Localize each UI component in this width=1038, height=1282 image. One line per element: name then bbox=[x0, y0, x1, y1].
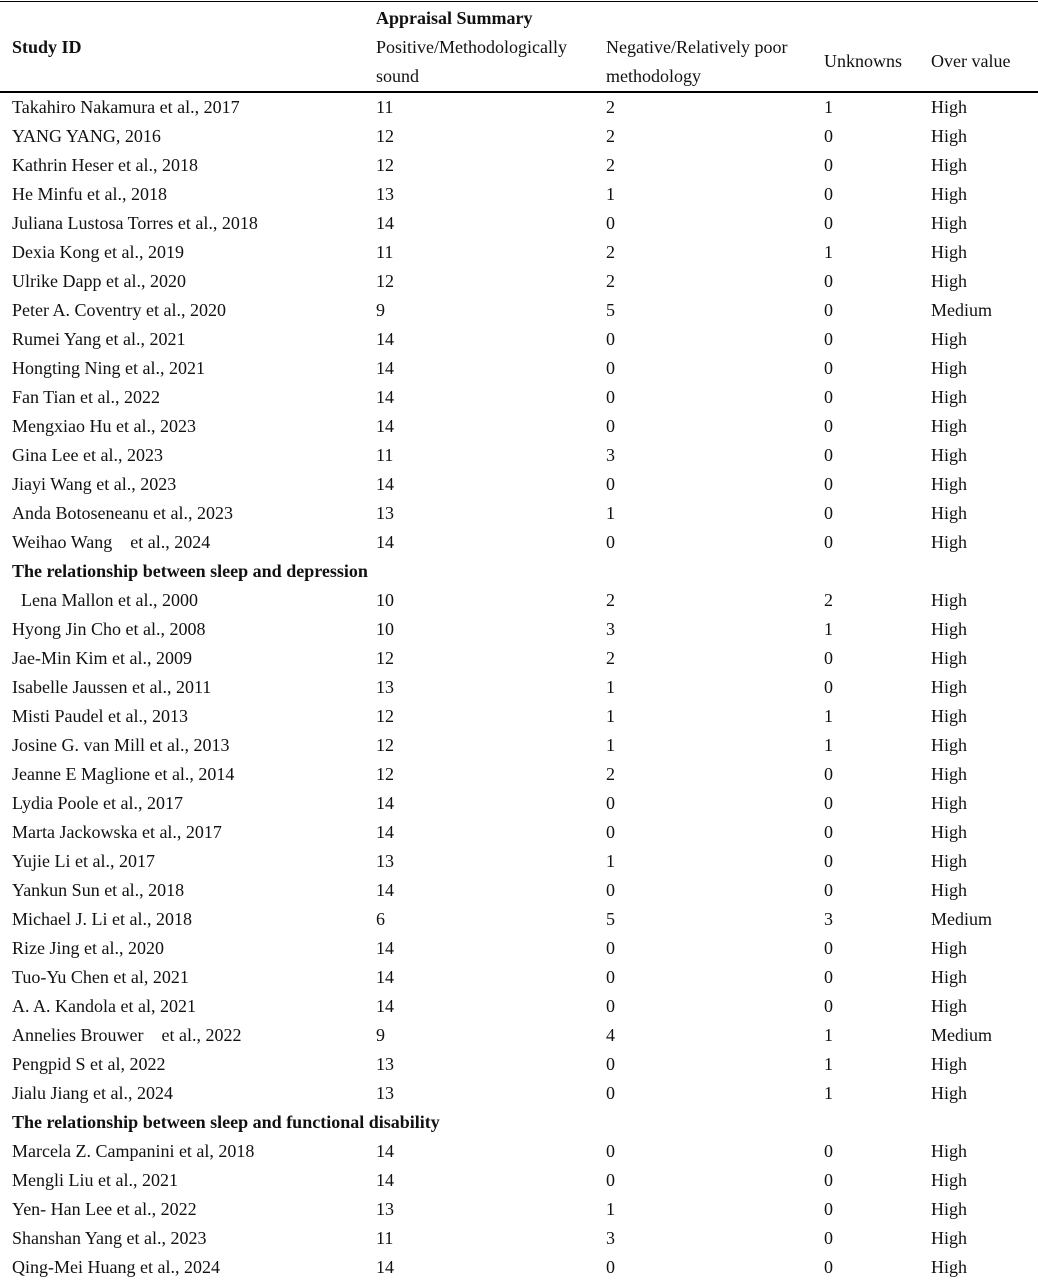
positive-cell: 14 bbox=[376, 416, 394, 436]
table-row bbox=[0, 1079, 1038, 1108]
unknowns-cell: 0 bbox=[824, 1141, 833, 1161]
negative-cell: 1 bbox=[606, 503, 615, 523]
positive-cell: 14 bbox=[376, 474, 394, 494]
study-id-cell: Lydia Poole et al., 2017 bbox=[12, 793, 183, 813]
table-row bbox=[0, 818, 1038, 847]
over-value-cell: High bbox=[931, 1054, 967, 1074]
positive-cell: 14 bbox=[376, 938, 394, 958]
unknowns-cell: 0 bbox=[824, 445, 833, 465]
table-row bbox=[0, 122, 1038, 151]
over-value-cell: High bbox=[931, 474, 967, 494]
negative-cell: 0 bbox=[606, 967, 615, 987]
negative-cell: 0 bbox=[606, 1141, 615, 1161]
over-value-cell: High bbox=[931, 764, 967, 784]
positive-cell: 14 bbox=[376, 329, 394, 349]
study-id-cell: YANG YANG, 2016 bbox=[12, 126, 161, 146]
over-value-cell: Medium bbox=[931, 909, 992, 929]
unknowns-cell: 1 bbox=[824, 735, 833, 755]
positive-cell: 13 bbox=[376, 677, 394, 697]
over-value-cell: High bbox=[931, 938, 967, 958]
negative-cell: 0 bbox=[606, 793, 615, 813]
negative-cell: 3 bbox=[606, 619, 615, 639]
study-id-cell: Mengxiao Hu et al., 2023 bbox=[12, 416, 196, 436]
over-value-cell: High bbox=[931, 532, 967, 552]
unknowns-cell: 3 bbox=[824, 909, 833, 929]
positive-cell: 13 bbox=[376, 1083, 394, 1103]
study-id-cell: Marta Jackowska et al., 2017 bbox=[12, 822, 222, 842]
unknowns-cell: 0 bbox=[824, 126, 833, 146]
positive-cell: 13 bbox=[376, 1054, 394, 1074]
unknowns-cell: 0 bbox=[824, 358, 833, 378]
negative-cell: 0 bbox=[606, 329, 615, 349]
negative-cell: 0 bbox=[606, 532, 615, 552]
over-value-cell: High bbox=[931, 880, 967, 900]
study-id-cell: Hyong Jin Cho et al., 2008 bbox=[12, 619, 206, 639]
over-value-cell: High bbox=[931, 126, 967, 146]
over-value-cell: High bbox=[931, 793, 967, 813]
positive-cell: 14 bbox=[376, 967, 394, 987]
negative-cell: 0 bbox=[606, 358, 615, 378]
study-id-cell: Dexia Kong et al., 2019 bbox=[12, 242, 184, 262]
over-value-cell: Medium bbox=[931, 300, 992, 320]
study-id-cell: Weihao Wang et al., 2024 bbox=[12, 532, 211, 552]
positive-cell: 9 bbox=[376, 1025, 385, 1045]
negative-cell: 5 bbox=[606, 909, 615, 929]
negative-header-line2: methodology bbox=[606, 66, 701, 86]
over-value-cell: High bbox=[931, 242, 967, 262]
study-id-cell: Tuo-Yu Chen et al, 2021 bbox=[12, 967, 189, 987]
table-row bbox=[0, 673, 1038, 702]
negative-cell: 3 bbox=[606, 445, 615, 465]
table-row bbox=[0, 789, 1038, 818]
negative-cell: 1 bbox=[606, 851, 615, 871]
positive-cell: 11 bbox=[376, 97, 394, 117]
positive-cell: 14 bbox=[376, 822, 394, 842]
negative-cell: 0 bbox=[606, 213, 615, 233]
negative-cell: 0 bbox=[606, 1054, 615, 1074]
positive-header-line1: Positive/Methodologically bbox=[376, 37, 567, 57]
section-title: The relationship between sleep and depression bbox=[12, 561, 368, 581]
positive-cell: 14 bbox=[376, 793, 394, 813]
positive-cell: 10 bbox=[376, 590, 394, 610]
negative-cell: 2 bbox=[606, 271, 615, 291]
positive-cell: 14 bbox=[376, 387, 394, 407]
unknowns-cell: 0 bbox=[824, 387, 833, 407]
table-row bbox=[0, 296, 1038, 325]
unknowns-cell: 1 bbox=[824, 706, 833, 726]
study-id-cell: Misti Paudel et al., 2013 bbox=[12, 706, 188, 726]
unknowns-cell: 0 bbox=[824, 155, 833, 175]
unknowns-cell: 0 bbox=[824, 474, 833, 494]
study-id-cell: Josine G. van Mill et al., 2013 bbox=[12, 735, 230, 755]
positive-cell: 14 bbox=[376, 996, 394, 1016]
positive-cell: 14 bbox=[376, 1257, 394, 1277]
unknowns-cell: 1 bbox=[824, 97, 833, 117]
study-id-cell: Qing-Mei Huang et al., 2024 bbox=[12, 1257, 220, 1277]
study-id-cell: Anda Botoseneanu et al., 2023 bbox=[12, 503, 233, 523]
negative-cell: 0 bbox=[606, 474, 615, 494]
over-value-cell: High bbox=[931, 967, 967, 987]
study-id-cell: Hongting Ning et al., 2021 bbox=[12, 358, 205, 378]
positive-cell: 14 bbox=[376, 358, 394, 378]
study-id-cell: Fan Tian et al., 2022 bbox=[12, 387, 161, 407]
negative-cell: 0 bbox=[606, 1257, 615, 1277]
table-row bbox=[0, 325, 1038, 354]
study-id-cell: A. A. Kandola et al, 2021 bbox=[12, 996, 196, 1016]
unknowns-cell: 0 bbox=[824, 967, 833, 987]
over-value-cell: High bbox=[931, 706, 967, 726]
over-value-cell: High bbox=[931, 358, 967, 378]
unknowns-cell: 0 bbox=[824, 329, 833, 349]
over-value-cell: High bbox=[931, 271, 967, 291]
table-row bbox=[0, 499, 1038, 528]
study-id-cell: Yankun Sun et al., 2018 bbox=[12, 880, 185, 900]
negative-cell: 2 bbox=[606, 590, 615, 610]
over-value-cell: High bbox=[931, 503, 967, 523]
positive-cell: 12 bbox=[376, 648, 394, 668]
study-id-cell: He Minfu et al., 2018 bbox=[12, 184, 167, 204]
table-row bbox=[0, 528, 1038, 557]
over-value-cell: High bbox=[931, 184, 967, 204]
positive-cell: 14 bbox=[376, 1141, 394, 1161]
negative-cell: 3 bbox=[606, 1228, 615, 1248]
positive-header-line2: sound bbox=[376, 66, 420, 86]
table-row bbox=[0, 615, 1038, 644]
table-row bbox=[0, 1224, 1038, 1253]
positive-cell: 14 bbox=[376, 532, 394, 552]
study-id-cell: Lena Mallon et al., 2000 bbox=[12, 590, 198, 610]
unknowns-cell: 1 bbox=[824, 1083, 833, 1103]
negative-cell: 1 bbox=[606, 735, 615, 755]
over-value-cell: High bbox=[931, 1141, 967, 1161]
table-row bbox=[0, 847, 1038, 876]
study-id-cell: Mengli Liu et al., 2021 bbox=[12, 1170, 178, 1190]
table-row bbox=[0, 586, 1038, 615]
positive-cell: 10 bbox=[376, 619, 394, 639]
study-id-cell: Jialu Jiang et al., 2024 bbox=[12, 1083, 173, 1103]
table-row bbox=[0, 1050, 1038, 1079]
table-row bbox=[0, 267, 1038, 296]
over-value-cell: High bbox=[931, 1228, 967, 1248]
negative-cell: 5 bbox=[606, 300, 615, 320]
table-row bbox=[0, 1253, 1038, 1282]
negative-cell: 1 bbox=[606, 706, 615, 726]
positive-cell: 13 bbox=[376, 184, 394, 204]
over-value-cell: High bbox=[931, 851, 967, 871]
over-value-cell: High bbox=[931, 1083, 967, 1103]
study-id-cell: Rize Jing et al., 2020 bbox=[12, 938, 164, 958]
table-row bbox=[0, 1021, 1038, 1050]
negative-cell: 2 bbox=[606, 97, 615, 117]
over-value-cell: High bbox=[931, 213, 967, 233]
over-value-cell: High bbox=[931, 619, 967, 639]
study-id-cell: Jiayi Wang et al., 2023 bbox=[12, 474, 177, 494]
over-value-cell: High bbox=[931, 735, 967, 755]
negative-cell: 0 bbox=[606, 416, 615, 436]
unknowns-cell: 0 bbox=[824, 822, 833, 842]
over-value-cell: High bbox=[931, 329, 967, 349]
negative-cell: 2 bbox=[606, 648, 615, 668]
unknowns-cell: 0 bbox=[824, 996, 833, 1016]
study-id-cell: Jae-Min Kim et al., 2009 bbox=[12, 648, 192, 668]
study-id-cell: Takahiro Nakamura et al., 2017 bbox=[12, 97, 240, 117]
table-row bbox=[0, 441, 1038, 470]
unknowns-cell: 0 bbox=[824, 764, 833, 784]
over-value-cell: High bbox=[931, 1257, 967, 1277]
over-value-cell: High bbox=[931, 387, 967, 407]
unknowns-cell: 0 bbox=[824, 851, 833, 871]
negative-cell: 1 bbox=[606, 184, 615, 204]
table-row bbox=[0, 93, 1038, 122]
study-id-cell: Rumei Yang et al., 2021 bbox=[12, 329, 186, 349]
positive-cell: 12 bbox=[376, 735, 394, 755]
table-row bbox=[0, 1195, 1038, 1224]
negative-cell: 4 bbox=[606, 1025, 615, 1045]
over-value-cell: High bbox=[931, 996, 967, 1016]
over-value-cell: High bbox=[931, 677, 967, 697]
study-id-cell: Kathrin Heser et al., 2018 bbox=[12, 155, 198, 175]
unknowns-cell: 1 bbox=[824, 242, 833, 262]
study-id-cell: Juliana Lustosa Torres et al., 2018 bbox=[12, 213, 258, 233]
table-row bbox=[0, 180, 1038, 209]
positive-cell: 14 bbox=[376, 1170, 394, 1190]
unknowns-cell: 0 bbox=[824, 1170, 833, 1190]
positive-cell: 6 bbox=[376, 909, 385, 929]
over-value-cell: High bbox=[931, 1170, 967, 1190]
table-row bbox=[0, 876, 1038, 905]
positive-cell: 13 bbox=[376, 1199, 394, 1219]
over-value-cell: High bbox=[931, 590, 967, 610]
over-value-cell: High bbox=[931, 648, 967, 668]
table-row bbox=[0, 905, 1038, 934]
negative-cell: 2 bbox=[606, 242, 615, 262]
table-row bbox=[0, 731, 1038, 760]
study-id-cell: Shanshan Yang et al., 2023 bbox=[12, 1228, 207, 1248]
table-row bbox=[0, 238, 1038, 267]
table-row bbox=[0, 702, 1038, 731]
appraisal-summary-heading: Appraisal Summary bbox=[376, 8, 533, 28]
positive-cell: 12 bbox=[376, 155, 394, 175]
negative-cell: 0 bbox=[606, 938, 615, 958]
negative-cell: 2 bbox=[606, 126, 615, 146]
unknowns-cell: 1 bbox=[824, 619, 833, 639]
positive-cell: 11 bbox=[376, 242, 394, 262]
unknowns-cell: 0 bbox=[824, 793, 833, 813]
over-value-cell: High bbox=[931, 155, 967, 175]
negative-cell: 2 bbox=[606, 764, 615, 784]
unknowns-cell: 0 bbox=[824, 677, 833, 697]
positive-cell: 14 bbox=[376, 213, 394, 233]
over-value-cell: High bbox=[931, 97, 967, 117]
table-row bbox=[0, 151, 1038, 180]
study-id-cell: Ulrike Dapp et al., 2020 bbox=[12, 271, 186, 291]
unknowns-cell: 0 bbox=[824, 1257, 833, 1277]
study-id-cell: Peter A. Coventry et al., 2020 bbox=[12, 300, 226, 320]
study-id-cell: Yujie Li et al., 2017 bbox=[12, 851, 155, 871]
study-id-cell: Michael J. Li et al., 2018 bbox=[12, 909, 192, 929]
study-id-cell: Yen- Han Lee et al., 2022 bbox=[12, 1199, 197, 1219]
over-value-header: Over value bbox=[931, 51, 1011, 71]
unknowns-cell: 0 bbox=[824, 1199, 833, 1219]
unknowns-cell: 0 bbox=[824, 532, 833, 552]
table-row bbox=[0, 644, 1038, 673]
negative-cell: 0 bbox=[606, 996, 615, 1016]
unknowns-cell: 0 bbox=[824, 648, 833, 668]
negative-cell: 0 bbox=[606, 822, 615, 842]
negative-cell: 1 bbox=[606, 677, 615, 697]
table-row bbox=[0, 470, 1038, 499]
negative-cell: 2 bbox=[606, 155, 615, 175]
unknowns-cell: 0 bbox=[824, 184, 833, 204]
over-value-cell: Medium bbox=[931, 1025, 992, 1045]
table-row bbox=[0, 992, 1038, 1021]
over-value-cell: High bbox=[931, 1199, 967, 1219]
unknowns-cell: 0 bbox=[824, 1228, 833, 1248]
over-value-cell: High bbox=[931, 822, 967, 842]
study-id-cell: Marcela Z. Campanini et al, 2018 bbox=[12, 1141, 255, 1161]
table-row bbox=[0, 383, 1038, 412]
positive-cell: 11 bbox=[376, 445, 394, 465]
table-row bbox=[0, 1137, 1038, 1166]
negative-header-line1: Negative/Relatively poor bbox=[606, 37, 788, 57]
negative-cell: 1 bbox=[606, 1199, 615, 1219]
unknowns-cell: 0 bbox=[824, 416, 833, 436]
study-id-cell: Pengpid S et al, 2022 bbox=[12, 1054, 166, 1074]
unknowns-cell: 1 bbox=[824, 1054, 833, 1074]
unknowns-cell: 0 bbox=[824, 300, 833, 320]
negative-cell: 0 bbox=[606, 387, 615, 407]
unknowns-cell: 1 bbox=[824, 1025, 833, 1045]
unknowns-cell: 0 bbox=[824, 271, 833, 291]
positive-cell: 13 bbox=[376, 503, 394, 523]
positive-cell: 12 bbox=[376, 271, 394, 291]
table-row bbox=[0, 209, 1038, 238]
negative-cell: 0 bbox=[606, 880, 615, 900]
table-row bbox=[0, 1166, 1038, 1195]
table-row bbox=[0, 412, 1038, 441]
over-value-cell: High bbox=[931, 445, 967, 465]
positive-cell: 13 bbox=[376, 851, 394, 871]
table-body bbox=[0, 93, 1038, 1282]
study-id-cell: Jeanne E Maglione et al., 2014 bbox=[12, 764, 235, 784]
over-value-cell: High bbox=[931, 416, 967, 436]
unknowns-cell: 0 bbox=[824, 938, 833, 958]
table-row bbox=[0, 760, 1038, 789]
table-top-rule bbox=[0, 1, 1038, 2]
study-id-cell: Isabelle Jaussen et al., 2011 bbox=[12, 677, 212, 697]
table-row bbox=[0, 934, 1038, 963]
positive-cell: 12 bbox=[376, 764, 394, 784]
negative-cell: 0 bbox=[606, 1170, 615, 1190]
positive-cell: 9 bbox=[376, 300, 385, 320]
unknowns-cell: 2 bbox=[824, 590, 833, 610]
unknowns-cell: 0 bbox=[824, 503, 833, 523]
unknowns-header: Unknowns bbox=[824, 51, 903, 71]
positive-cell: 12 bbox=[376, 126, 394, 146]
study-id-cell: Gina Lee et al., 2023 bbox=[12, 445, 163, 465]
table-row bbox=[0, 963, 1038, 992]
study-id-header: Study ID bbox=[12, 37, 82, 57]
positive-cell: 14 bbox=[376, 880, 394, 900]
positive-cell: 12 bbox=[376, 706, 394, 726]
section-header-row bbox=[0, 557, 1038, 586]
positive-cell: 11 bbox=[376, 1228, 394, 1248]
table-row bbox=[0, 354, 1038, 383]
study-id-cell: Annelies Brouwer et al., 2022 bbox=[12, 1025, 242, 1045]
section-header-row bbox=[0, 1108, 1038, 1137]
section-title: The relationship between sleep and functional disability bbox=[12, 1112, 440, 1132]
unknowns-cell: 0 bbox=[824, 880, 833, 900]
unknowns-cell: 0 bbox=[824, 213, 833, 233]
negative-cell: 0 bbox=[606, 1083, 615, 1103]
